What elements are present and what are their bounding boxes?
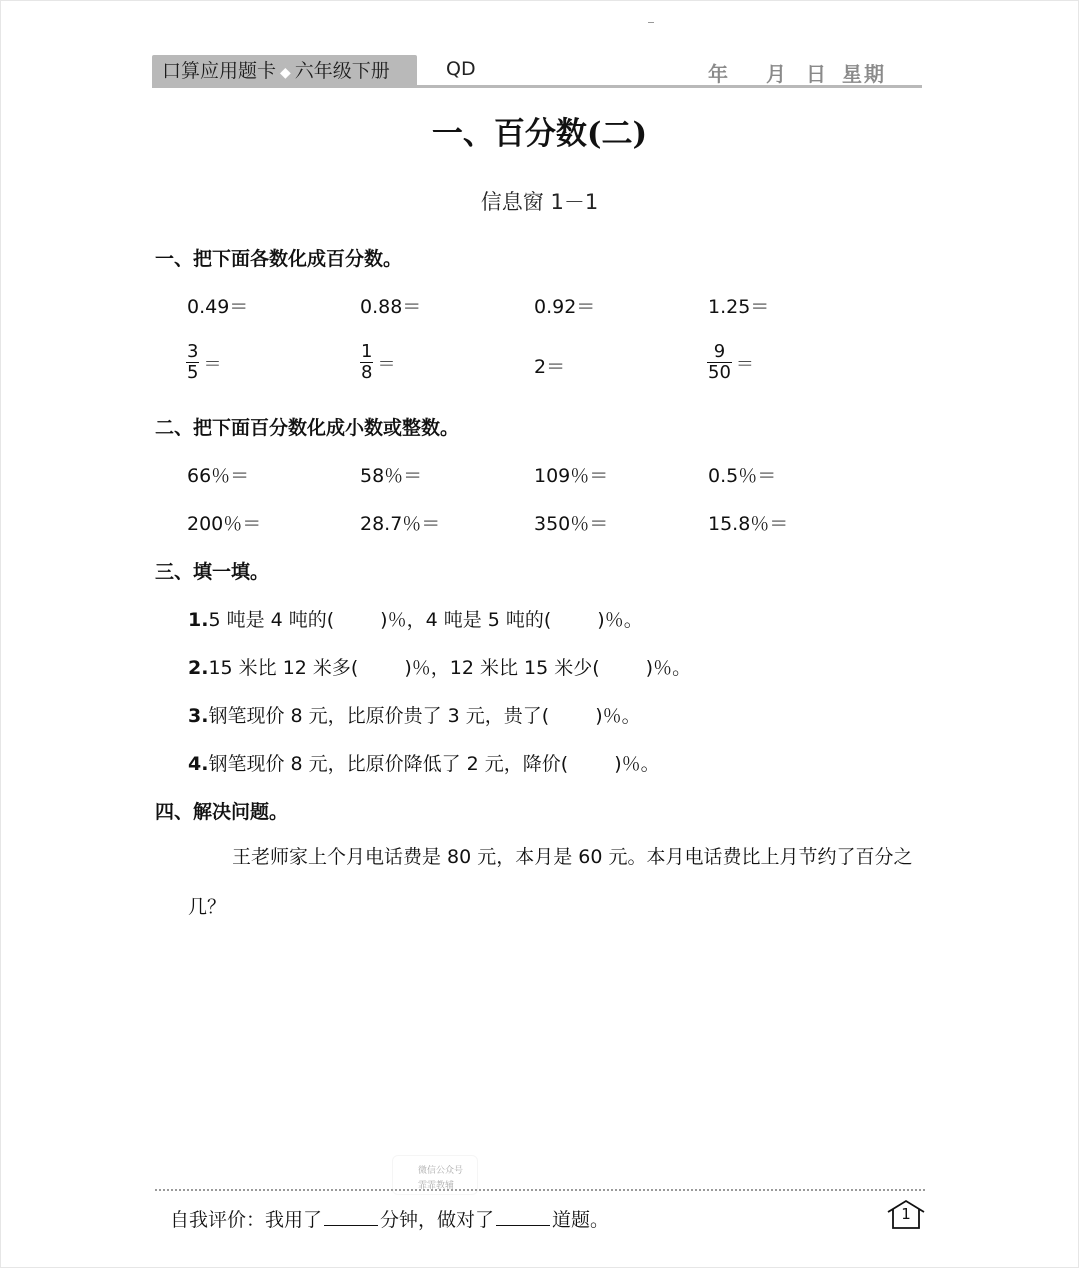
- page-subtitle: 信息窗 1－1: [480, 190, 599, 214]
- date-year: 年: [708, 62, 730, 86]
- fill-text: 钢笔现价 8 元，比原价贵了 3 元，贵了(: [208, 705, 550, 727]
- s2-item: 15.8％＝: [708, 513, 789, 535]
- item-number: 4.: [188, 753, 209, 775]
- fill-item-1: [188, 605, 643, 632]
- header-book-banner: [152, 55, 417, 87]
- book-name: 口算应用题卡: [162, 60, 277, 82]
- correct-count-blank[interactable]: [496, 1225, 550, 1226]
- s2-item: 0.5％＝: [708, 465, 777, 487]
- section3-heading: 三、填一填。: [155, 561, 270, 583]
- s2-item: 109％＝: [534, 465, 609, 487]
- s2-item: 28.7％＝: [360, 513, 441, 535]
- fill-item-2: [188, 653, 691, 680]
- s1-fraction: [186, 342, 221, 383]
- equals: ＝: [735, 353, 754, 375]
- s1-item: 0.88＝: [360, 296, 422, 318]
- date-day: 日: [806, 62, 828, 86]
- eval-prefix: 自我评价：我用了: [170, 1209, 323, 1231]
- fraction-denominator: 8: [361, 362, 373, 383]
- s2-item: 58％＝: [360, 465, 423, 487]
- minutes-blank[interactable]: [324, 1225, 378, 1226]
- s2-item: 66％＝: [187, 465, 250, 487]
- fill-text: 15 米比 12 米多(: [208, 657, 359, 679]
- fraction-numerator: 9: [707, 342, 732, 363]
- item-number: 3.: [188, 705, 209, 727]
- fraction-denominator: 5: [187, 362, 199, 383]
- page-number: 1: [901, 1205, 911, 1223]
- fill-text: )％，4 吨是 5 吨的(: [380, 609, 552, 631]
- section4-heading: 四、解决问题。: [155, 801, 289, 823]
- fill-item-4: [188, 749, 660, 776]
- s2-item: 200％＝: [187, 513, 262, 535]
- section2-heading: 二、把下面百分数化成小数或整数。: [155, 417, 460, 439]
- fraction-numerator: 3: [187, 341, 199, 362]
- fraction-denominator: 50: [708, 362, 731, 383]
- fill-text: )％。: [597, 609, 643, 631]
- section1-heading: 一、把下面各数化成百分数。: [155, 248, 403, 270]
- s1-fraction: [360, 342, 395, 383]
- s1-item: 0.92＝: [534, 296, 596, 318]
- eval-suffix: 道题。: [552, 1209, 610, 1231]
- date-month: 月: [766, 62, 788, 86]
- s2-item: 350％＝: [534, 513, 609, 535]
- page-title: 一、百分数(二): [431, 116, 648, 152]
- fill-text: 钢笔现价 8 元，比原价降低了 2 元，降价(: [208, 753, 569, 775]
- fraction-numerator: 1: [361, 341, 373, 362]
- date-labels: [708, 58, 886, 87]
- fill-text: )％。: [595, 705, 641, 727]
- s1-item: 0.49＝: [187, 296, 249, 318]
- s1-fraction: [707, 342, 754, 383]
- footer-divider: [155, 1189, 925, 1191]
- word-problem: 王老师家上个月电话费是 80 元，本月是 60 元。本月电话费比上月节约了百分之几？: [188, 846, 913, 918]
- eval-mid: 分钟，做对了: [380, 1209, 495, 1231]
- s1-item: 1.25＝: [708, 296, 770, 318]
- equals: ＝: [203, 353, 222, 375]
- watermark-line1: 微信公众号: [418, 1166, 464, 1176]
- fill-text: )％，12 米比 15 米少(: [404, 657, 600, 679]
- fill-text: )％。: [645, 657, 692, 679]
- grade-name: 六年级下册: [294, 60, 390, 82]
- item-number: 2.: [188, 657, 209, 679]
- self-evaluation: [170, 1205, 609, 1232]
- watermark-line2: 霏霏教辅: [418, 1181, 455, 1191]
- equals: ＝: [377, 353, 396, 375]
- item-number: 1.: [188, 609, 209, 631]
- s1-item: 2＝: [534, 356, 566, 378]
- fill-text: )％。: [614, 753, 660, 775]
- bullet-icon: ◆: [280, 65, 291, 81]
- top-mark: [648, 22, 654, 23]
- fill-item-3: [188, 701, 641, 728]
- fill-text: 5 吨是 4 吨的(: [208, 609, 335, 631]
- date-weekday: 星期: [842, 62, 886, 86]
- edition-code: QD: [446, 58, 476, 80]
